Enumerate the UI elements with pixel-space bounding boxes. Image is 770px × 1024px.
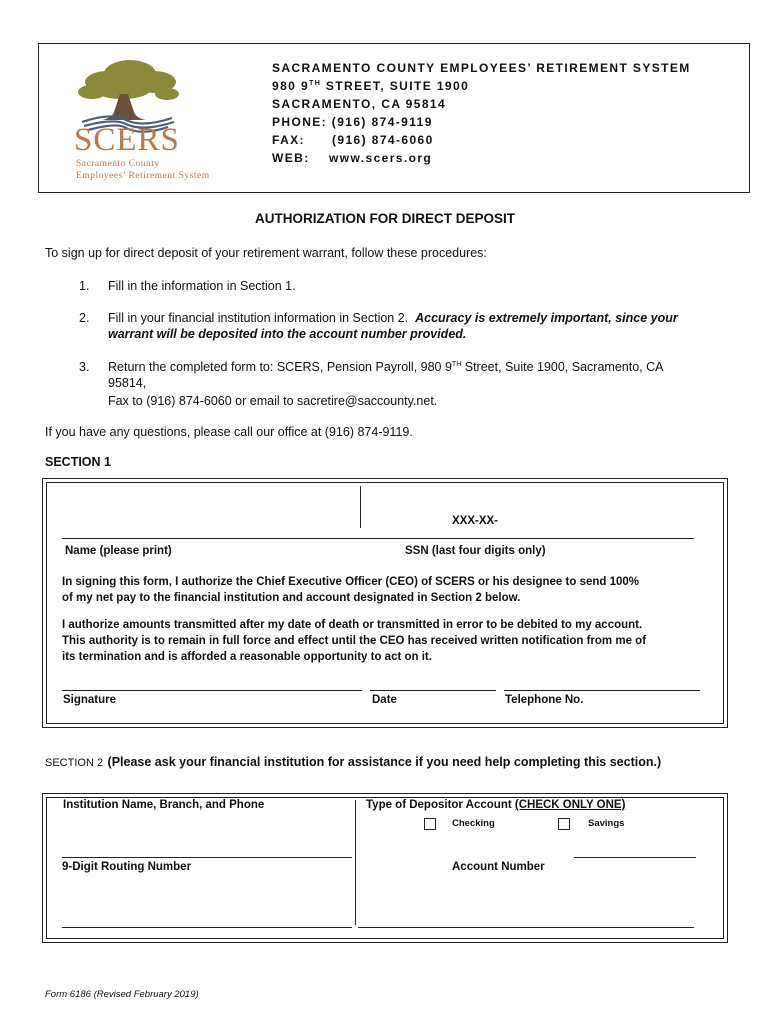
org-name: SACRAMENTO COUNTY EMPLOYEES’ RETIREMENT SYSTEM: [272, 61, 691, 75]
section-2-heading: SECTION 2 (Please ask your financial institution for assistance if you need help completing this section.): [45, 755, 662, 769]
telephone-label: Telephone No.: [505, 694, 584, 706]
street-address: 980 9TH STREET, SUITE 1900: [272, 79, 470, 93]
step-2-text: Fill in your financial institution information in Section 2. Accuracy is extremely important, since your: [108, 311, 678, 325]
savings-label: Savings: [588, 818, 625, 829]
name-ssn-input-line[interactable]: [62, 538, 694, 539]
depositor-type-label: Type of Depositor Account (CHECK ONLY ONE): [366, 799, 626, 811]
section-2-divider: [355, 800, 356, 925]
page-title: AUTHORIZATION FOR DIRECT DEPOSIT: [255, 211, 515, 226]
ssn-label: SSN (last four digits only): [405, 545, 546, 557]
step-2-number: 2.: [79, 311, 90, 325]
step-3-zip: 95814,: [108, 376, 147, 390]
form-revision: Form 6186 (Revised February 2019): [45, 989, 199, 1000]
phone-line: PHONE: (916) 874-9119: [272, 115, 433, 129]
savings-checkbox[interactable]: [558, 818, 570, 830]
name-label: Name (please print): [65, 545, 172, 557]
step-3-fax-email: Fax to (916) 874-6060 or email to sacretire@saccounty.net.: [108, 394, 438, 408]
city-state-zip: SACRAMENTO, CA 95814: [272, 97, 447, 111]
ssn-prefix: XXX-XX-: [452, 515, 499, 527]
checking-label: Checking: [452, 818, 495, 829]
section-1-label: SECTION 1: [45, 455, 111, 469]
questions-text: If you have any questions, please call our office at (916) 874-9119.: [45, 425, 413, 439]
fax-label: FAX:: [272, 133, 305, 147]
web-label: WEB:: [272, 151, 310, 165]
authorization-para-2-line2: This authority is to remain in full force and effect until the CEO has received written notification from me of: [62, 635, 647, 647]
authorization-para-1-line1: In signing this form, I authorize the Chief Executive Officer (CEO) of SCERS or his designee to send 100%: [62, 576, 640, 588]
date-line[interactable]: [370, 690, 496, 691]
authorization-para-2-line1: I authorize amounts transmitted after my date of death or transmitted in error to be debited to my account.: [62, 619, 643, 631]
routing-number-label: 9-Digit Routing Number: [62, 861, 192, 873]
logo-subtitle-line2: Employees’ Retirement System: [76, 171, 210, 181]
tree-canopy: [78, 60, 179, 100]
step-3-number: 3.: [79, 360, 90, 374]
logo-subtitle-line1: Sacramento County: [76, 159, 160, 169]
authorization-para-1-line2: of my net pay to the financial institution and account designated in Section 2 below.: [62, 592, 521, 604]
signature-line[interactable]: [62, 690, 362, 691]
step-2-emphasis: warrant will be deposited into the account number provided.: [108, 327, 467, 341]
step-1-number: 1.: [79, 279, 90, 293]
account-number-input-line[interactable]: [358, 927, 694, 928]
logo-wordmark: SCERS: [74, 122, 180, 158]
telephone-line[interactable]: [504, 690, 700, 691]
account-number-label: Account Number: [452, 861, 545, 873]
step-3-text: Return the completed form to: SCERS, Pension Payroll, 980 9TH Street, Suite 1900, Sacramento, CA: [108, 360, 664, 374]
depositor-underline: [574, 857, 696, 858]
authorization-para-2-line3: its termination and is afforded a reasonable opportunity to act on it.: [62, 651, 432, 663]
date-label: Date: [372, 694, 397, 706]
intro-text: To sign up for direct deposit of your retirement warrant, follow these procedures:: [45, 246, 487, 260]
institution-label: Institution Name, Branch, and Phone: [63, 799, 265, 811]
routing-number-input-line[interactable]: [62, 927, 352, 928]
signature-label: Signature: [63, 694, 117, 706]
fax-number: (916) 874-6060: [332, 133, 434, 147]
web-url[interactable]: www.scers.org: [329, 151, 433, 165]
institution-input-line[interactable]: [62, 857, 352, 858]
name-ssn-divider: [360, 486, 361, 528]
checking-checkbox[interactable]: [424, 818, 436, 830]
step-1-text: Fill in the information in Section 1.: [108, 279, 296, 293]
